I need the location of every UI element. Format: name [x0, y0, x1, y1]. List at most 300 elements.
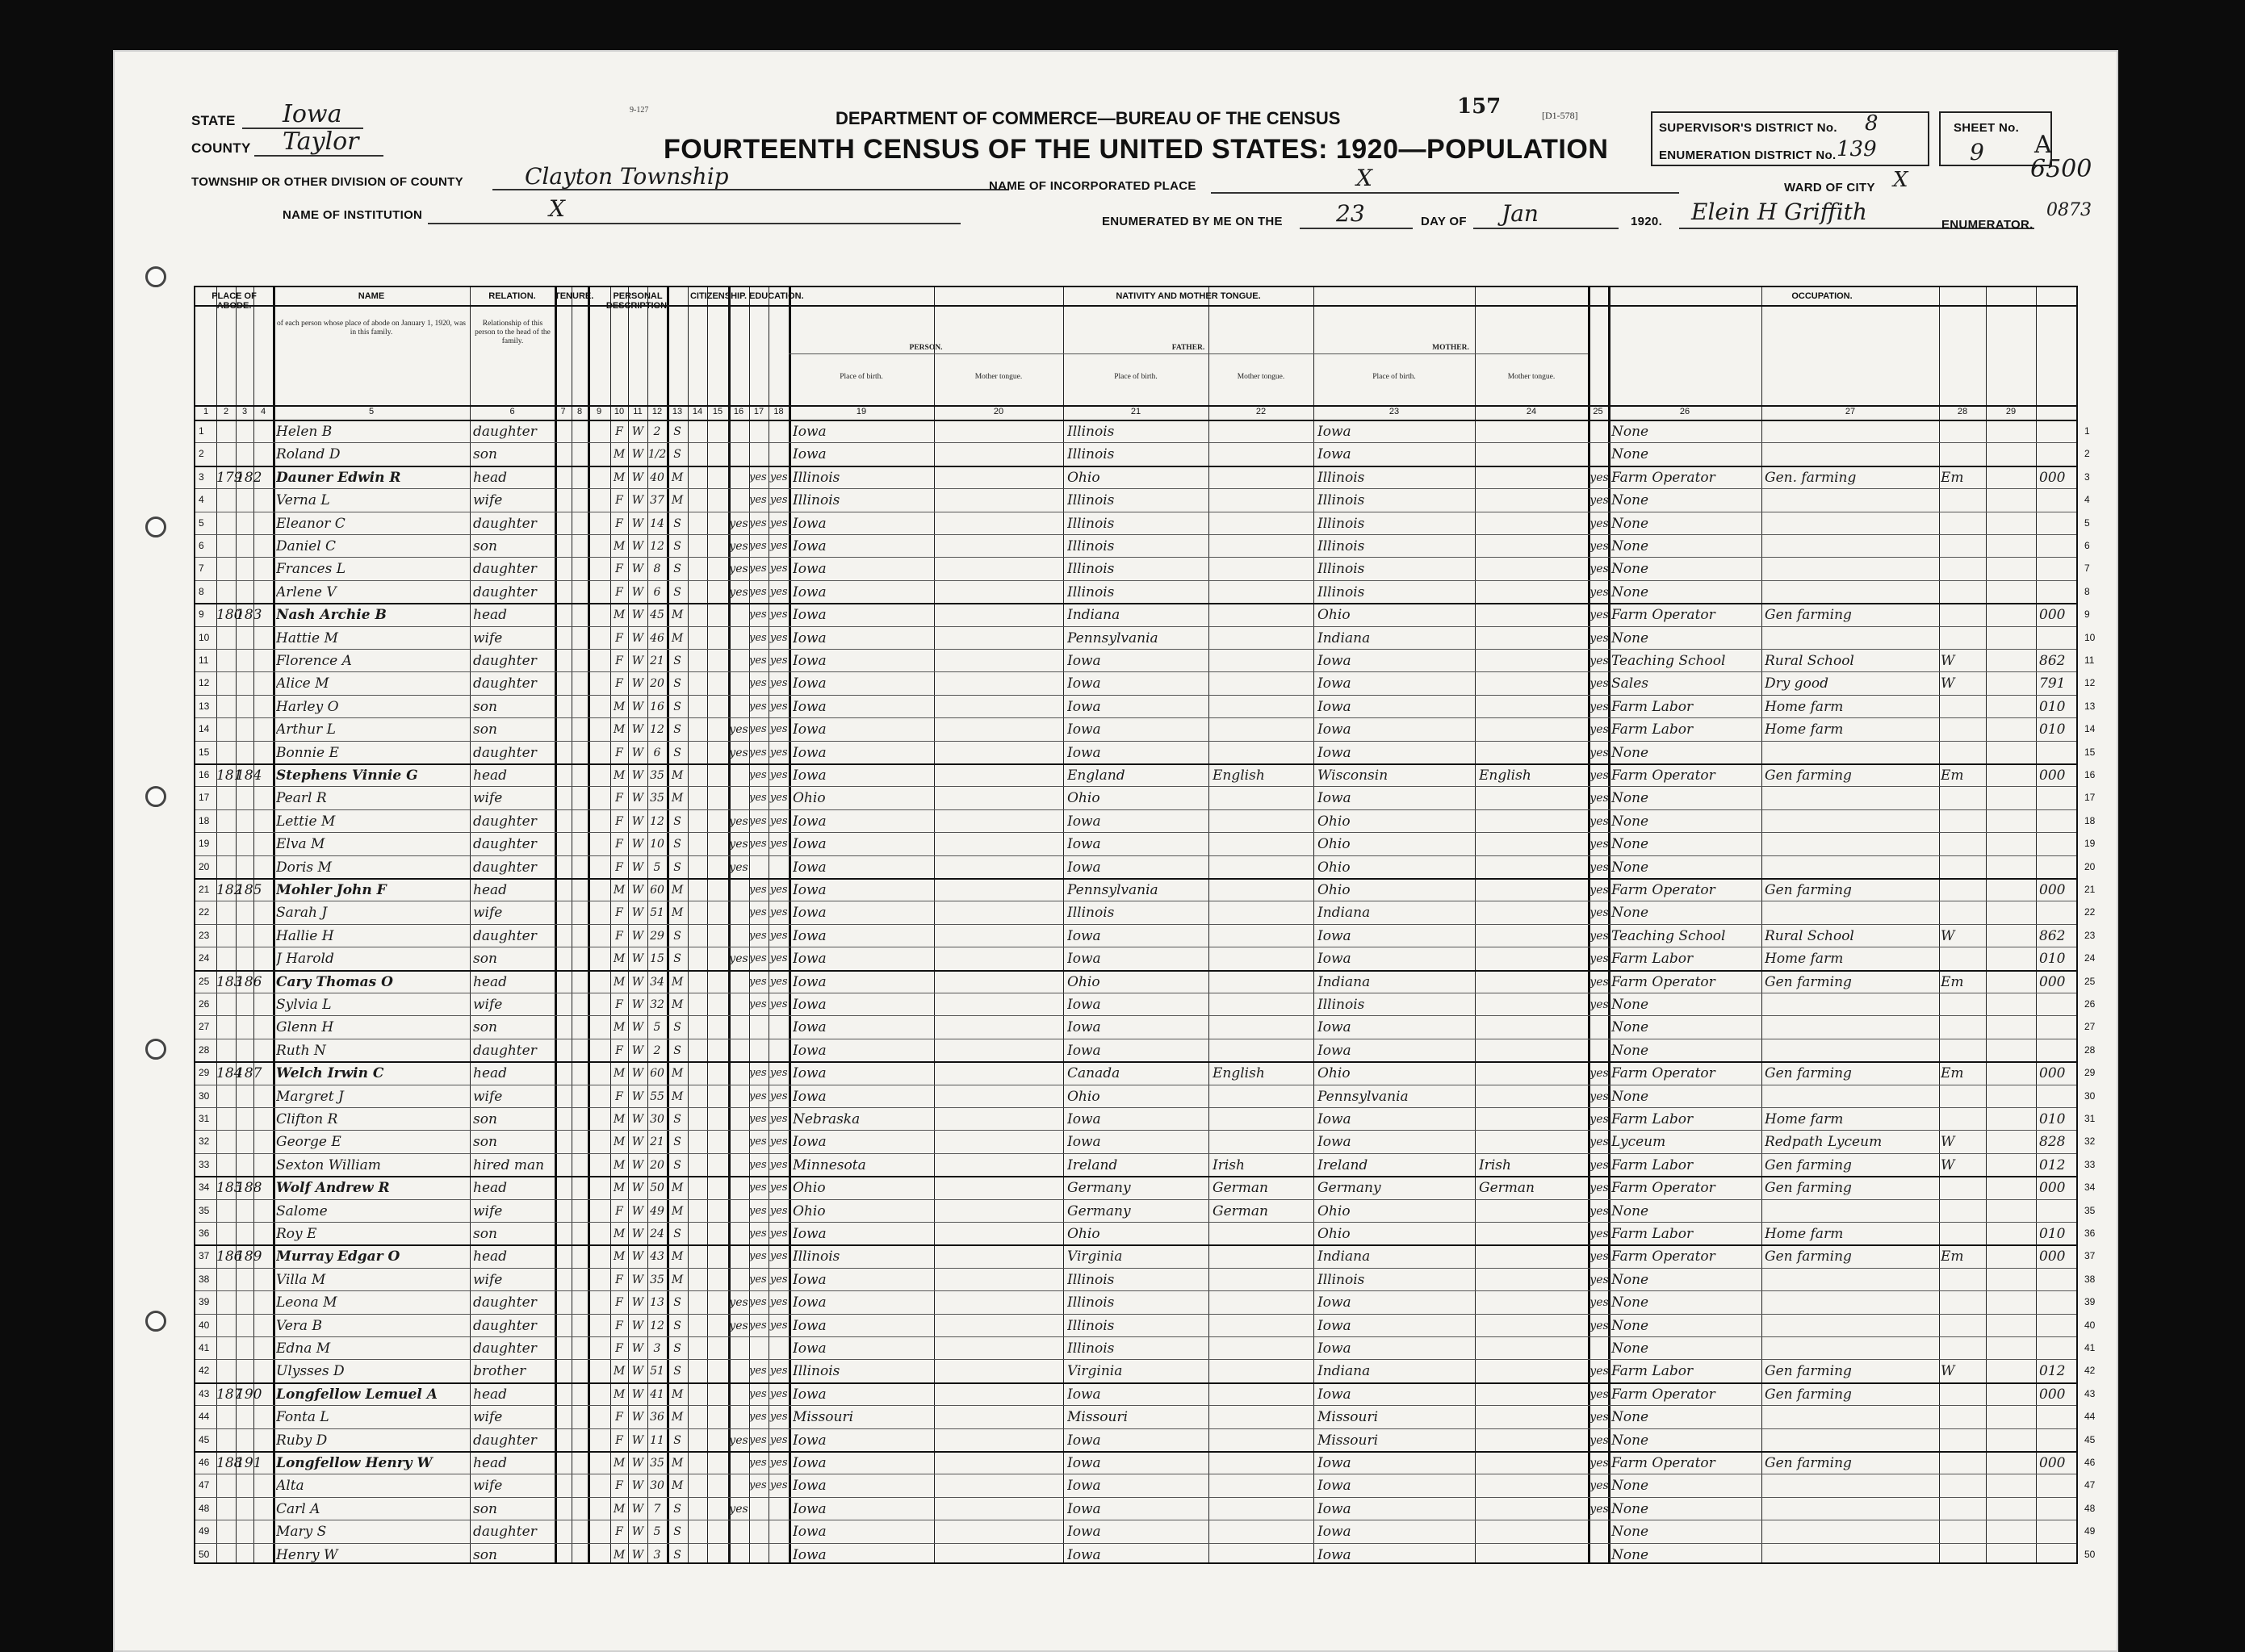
- column-header: Mother tongue.: [1237, 373, 1285, 381]
- enumerated-label: ENUMERATED BY ME ON THE: [1102, 215, 1283, 228]
- person-name: Alta: [276, 1478, 304, 1495]
- father-tongue: German: [1213, 1202, 1268, 1219]
- occupation: Farm Labor: [1611, 951, 1694, 968]
- column-number: 18: [773, 407, 784, 416]
- mother-birthplace: Ohio: [1317, 607, 1351, 624]
- row-number: 48: [199, 1502, 210, 1514]
- column-number: 11: [633, 407, 643, 416]
- age: 30: [650, 1479, 664, 1493]
- speaks-english: yes: [1590, 1457, 1609, 1470]
- marital-status: S: [673, 1043, 681, 1057]
- mother-birthplace: Ohio: [1317, 1202, 1351, 1219]
- race: W: [631, 1319, 644, 1332]
- row-number: 41: [199, 1342, 210, 1353]
- father-birthplace: Illinois: [1067, 905, 1115, 922]
- family-number: 191: [236, 1455, 262, 1471]
- father-birthplace: Iowa: [1067, 1455, 1101, 1471]
- sex: M: [613, 884, 626, 897]
- relation: daughter: [473, 1524, 537, 1541]
- birthplace: Iowa: [793, 951, 827, 968]
- father-birthplace: Ohio: [1067, 469, 1100, 486]
- attended-school: yes: [729, 1319, 748, 1332]
- occupation-code: 000: [2039, 1386, 2066, 1403]
- column-header: of each person whose place of abode on January 1, 1920, was in this family.: [277, 320, 466, 337]
- enumeration-label: ENUMERATION DISTRICT No.: [1659, 148, 1837, 162]
- row-number: 13: [2084, 700, 2096, 712]
- row-number: 22: [199, 906, 210, 918]
- row-number: 22: [2084, 906, 2096, 918]
- column-header: Mother tongue.: [974, 373, 1023, 381]
- sex: M: [613, 1181, 626, 1195]
- mother-birthplace: Wisconsin: [1317, 767, 1388, 784]
- mother-birthplace: Ohio: [1317, 813, 1351, 830]
- row-number: 46: [2084, 1457, 2096, 1468]
- row-number: 2: [199, 448, 204, 460]
- relation: wife: [473, 1478, 503, 1495]
- race: W: [631, 425, 644, 438]
- father-tongue: Irish: [1213, 1156, 1245, 1173]
- row-number: 17: [199, 792, 210, 804]
- father-birthplace: Ohio: [1067, 973, 1100, 990]
- speaks-english: yes: [1590, 517, 1609, 530]
- marital-status: M: [671, 1273, 684, 1286]
- birthplace: Iowa: [793, 1226, 827, 1242]
- column-group-heading: NATIVITY AND MOTHER TONGUE.: [1116, 291, 1261, 301]
- age: 6: [653, 585, 661, 599]
- mother-birthplace: Iowa: [1317, 1317, 1351, 1334]
- occupation: None: [1611, 1524, 1649, 1541]
- marital-status: S: [673, 1342, 681, 1355]
- person-name: Ulysses D: [276, 1363, 345, 1380]
- age: 49: [650, 1204, 664, 1218]
- row-number: 3: [2084, 471, 2090, 483]
- race: W: [631, 1502, 644, 1516]
- column-number: 14: [692, 407, 703, 416]
- relation: son: [473, 1134, 497, 1151]
- occupation: None: [1611, 583, 1649, 600]
- person-name: Hallie H: [276, 927, 334, 944]
- read-write: yes yes: [749, 585, 788, 598]
- father-birthplace: Illinois: [1067, 1317, 1115, 1334]
- read-write: yes yes: [749, 929, 788, 942]
- mother-birthplace: Iowa: [1317, 1042, 1351, 1059]
- sex: M: [613, 1158, 626, 1172]
- race: W: [631, 1433, 644, 1447]
- father-birthplace: Ireland: [1067, 1156, 1118, 1173]
- person-name: Roy E: [276, 1226, 317, 1242]
- occupation: None: [1611, 1271, 1649, 1288]
- form-number: 9-127: [630, 106, 649, 115]
- mother-birthplace: Iowa: [1317, 1524, 1351, 1541]
- speaks-english: yes: [1590, 1296, 1609, 1310]
- row-number: 10: [199, 631, 210, 643]
- occupation: Farm Operator: [1611, 1386, 1715, 1403]
- sex: M: [613, 1067, 626, 1081]
- speaks-english: yes: [1590, 1502, 1609, 1516]
- column-header: Place of birth.: [1114, 373, 1158, 381]
- birthplace: Illinois: [793, 469, 840, 486]
- age: 3: [653, 1548, 661, 1562]
- mother-birthplace: Iowa: [1317, 951, 1351, 968]
- column-number: 20: [993, 407, 1004, 416]
- person-name: Dauner Edwin R: [276, 469, 401, 486]
- speaks-english: yes: [1590, 929, 1609, 943]
- person-name: Alice M: [276, 675, 329, 692]
- column-number: 4: [260, 407, 266, 416]
- person-name: Sarah J: [276, 905, 328, 922]
- read-write: yes yes: [749, 792, 788, 805]
- relation: wife: [473, 1202, 503, 1219]
- mother-birthplace: Iowa: [1317, 698, 1351, 715]
- father-birthplace: Virginia: [1067, 1248, 1123, 1265]
- read-write: yes yes: [749, 975, 788, 988]
- father-birthplace: Ohio: [1067, 790, 1100, 807]
- state-value: Iowa: [283, 100, 342, 128]
- occupation: Farm Operator: [1611, 767, 1715, 784]
- row-number: 35: [2084, 1204, 2096, 1216]
- birthplace: Illinois: [793, 1363, 840, 1380]
- age: 3: [653, 1342, 661, 1355]
- row-number: 38: [199, 1273, 210, 1285]
- person-name: Mohler John F: [276, 882, 387, 898]
- mother-birthplace: Iowa: [1317, 1019, 1351, 1036]
- read-write: yes yes: [749, 1204, 788, 1217]
- person-name: Welch Irwin C: [276, 1065, 384, 1082]
- row-number: 47: [199, 1479, 210, 1491]
- industry: Gen farming: [1765, 1363, 1852, 1380]
- birthplace: Iowa: [793, 721, 827, 738]
- header-rule: [195, 420, 2076, 421]
- relation: head: [473, 1386, 508, 1403]
- birthplace: Iowa: [793, 836, 827, 853]
- row-number: 15: [2084, 746, 2096, 758]
- row-number: 31: [2084, 1113, 2096, 1124]
- row-number: 10: [2084, 631, 2096, 643]
- birthplace: Iowa: [793, 767, 827, 784]
- speaks-english: yes: [1590, 838, 1609, 851]
- occupation: None: [1611, 492, 1649, 509]
- row-number: 48: [2084, 1502, 2096, 1514]
- row-number: 11: [2084, 655, 2095, 666]
- dwelling-number: 187: [216, 1386, 243, 1403]
- mother-tongue: German: [1479, 1180, 1535, 1197]
- person-name: Bonnie E: [276, 744, 339, 761]
- occupation-code: 000: [2039, 882, 2066, 898]
- read-write: yes yes: [749, 1113, 788, 1125]
- sex: M: [613, 952, 626, 966]
- birthplace: Minnesota: [793, 1156, 866, 1173]
- row-number: 30: [199, 1089, 210, 1102]
- row-number: 39: [199, 1296, 210, 1308]
- row-number: 41: [2084, 1342, 2096, 1353]
- speaks-english: yes: [1590, 1113, 1609, 1126]
- industry: Rural School: [1765, 927, 1854, 944]
- race: W: [631, 1548, 644, 1562]
- mother-birthplace: Illinois: [1317, 997, 1365, 1013]
- sex: M: [613, 975, 626, 989]
- relation: wife: [473, 905, 503, 922]
- occupation-code: 000: [2039, 1180, 2066, 1197]
- race: W: [631, 1067, 644, 1081]
- person-name: Hattie M: [276, 629, 338, 646]
- row-number: 28: [2084, 1043, 2096, 1056]
- read-write: yes yes: [749, 517, 788, 529]
- speaks-english: yes: [1590, 471, 1609, 484]
- race: W: [631, 700, 644, 713]
- column-group-heading: TENURE.: [555, 291, 594, 301]
- attended-school: yes: [729, 1296, 748, 1310]
- birthplace: Iowa: [793, 607, 827, 624]
- occupation-code: 012: [2039, 1156, 2066, 1173]
- sex: M: [613, 700, 626, 713]
- relation: daughter: [473, 424, 537, 440]
- speaks-english: yes: [1590, 769, 1609, 782]
- row-number: 39: [2084, 1296, 2096, 1308]
- age: 2: [653, 425, 661, 438]
- mother-birthplace: Iowa: [1317, 721, 1351, 738]
- person-name: Wolf Andrew R: [276, 1180, 390, 1197]
- father-tongue: English: [1213, 767, 1265, 784]
- institution-label: NAME OF INSTITUTION: [283, 208, 423, 222]
- sex: F: [615, 1433, 623, 1447]
- race: W: [631, 769, 644, 782]
- person-name: Doris M: [276, 859, 332, 876]
- person-name: Vera B: [276, 1317, 322, 1334]
- row-number: 29: [199, 1067, 210, 1079]
- age: 1/2: [647, 448, 667, 462]
- read-write: yes yes: [749, 1181, 788, 1194]
- incorporated-value: X: [1356, 165, 1372, 191]
- speaks-english: yes: [1590, 1204, 1609, 1218]
- sex: F: [615, 517, 623, 530]
- birthplace: Iowa: [793, 1500, 827, 1517]
- mother-birthplace: Iowa: [1317, 1386, 1351, 1403]
- birthplace: Iowa: [793, 675, 827, 692]
- person-name: Sylvia L: [276, 997, 332, 1013]
- relation: daughter: [473, 813, 537, 830]
- enumerator-name: Elein H Griffith: [1691, 199, 1867, 225]
- race: W: [631, 1227, 644, 1240]
- sex: F: [615, 1204, 623, 1218]
- read-write: yes yes: [749, 1250, 788, 1263]
- birthplace: Iowa: [793, 446, 827, 463]
- birthplace: Iowa: [793, 1317, 827, 1334]
- birthplace: Iowa: [793, 1340, 827, 1357]
- person-name: Longfellow Lemuel A: [276, 1386, 438, 1403]
- birthplace: Iowa: [793, 813, 827, 830]
- industry: Home farm: [1765, 951, 1844, 968]
- relation: son: [473, 1111, 497, 1127]
- relation: son: [473, 1500, 497, 1517]
- sex: M: [613, 1113, 626, 1126]
- mother-birthplace: Illinois: [1317, 561, 1365, 578]
- column-rule: [934, 287, 935, 1562]
- race: W: [631, 906, 644, 920]
- age: 50: [650, 1181, 664, 1195]
- person-name: Harley O: [276, 698, 339, 715]
- relation: wife: [473, 790, 503, 807]
- speaks-english: yes: [1590, 1135, 1609, 1149]
- birthplace: Iowa: [793, 515, 827, 532]
- column-number: 24: [1526, 407, 1537, 416]
- mother-birthplace: Iowa: [1317, 675, 1351, 692]
- read-write: yes yes: [749, 1089, 788, 1102]
- speaks-english: yes: [1590, 1181, 1609, 1195]
- incorporated-label: NAME OF INCORPORATED PLACE: [989, 179, 1196, 193]
- birthplace: Ohio: [793, 1202, 826, 1219]
- race: W: [631, 448, 644, 462]
- relation: wife: [473, 997, 503, 1013]
- relation: daughter: [473, 675, 537, 692]
- person-name: Arthur L: [276, 721, 336, 738]
- sex: M: [613, 769, 626, 782]
- year-label: 1920.: [1631, 215, 1663, 228]
- row-number: 25: [2084, 975, 2096, 987]
- occupation: None: [1611, 424, 1649, 440]
- father-birthplace: Iowa: [1067, 927, 1101, 944]
- class-of-worker: W: [1941, 1134, 1955, 1151]
- race: W: [631, 1113, 644, 1126]
- occupation: Farm Operator: [1611, 1065, 1715, 1082]
- occupation: None: [1611, 905, 1649, 922]
- read-write: yes yes: [749, 814, 788, 827]
- sex: M: [613, 1135, 626, 1149]
- race: W: [631, 1181, 644, 1195]
- read-write: yes yes: [749, 1296, 788, 1309]
- birthplace: Iowa: [793, 1524, 827, 1541]
- column-number: 27: [1845, 407, 1856, 416]
- occupation-code: 862: [2039, 653, 2066, 669]
- marital-status: M: [671, 471, 684, 484]
- age: 20: [650, 1158, 664, 1172]
- mother-birthplace: Ohio: [1317, 882, 1351, 898]
- age: 40: [650, 471, 664, 484]
- marital-status: S: [673, 517, 681, 530]
- column-header: Place of birth.: [840, 373, 883, 381]
- father-birthplace: Illinois: [1067, 446, 1115, 463]
- row-number: 34: [199, 1181, 210, 1194]
- row-number: 37: [2084, 1250, 2096, 1262]
- relation: son: [473, 1019, 497, 1036]
- read-write: yes yes: [749, 952, 788, 965]
- father-birthplace: Ohio: [1067, 1088, 1100, 1105]
- person-name: Elva M: [276, 836, 325, 853]
- row-number: 1: [2084, 425, 2090, 437]
- column-header: FATHER.: [1171, 344, 1205, 352]
- relation: son: [473, 1226, 497, 1242]
- relation: daughter: [473, 836, 537, 853]
- read-write: yes yes: [749, 884, 788, 896]
- age: 24: [650, 1227, 664, 1240]
- race: W: [631, 814, 644, 828]
- supervisor-label: SUPERVISOR'S DISTRICT No.: [1659, 121, 1837, 135]
- person-name: Longfellow Henry W: [276, 1455, 433, 1471]
- marital-status: M: [671, 1387, 684, 1401]
- age: 35: [650, 1457, 664, 1470]
- mother-birthplace: Iowa: [1317, 1340, 1351, 1357]
- row-number: 50: [199, 1548, 210, 1560]
- birthplace: Iowa: [793, 1088, 827, 1105]
- sex: F: [615, 838, 623, 851]
- speaks-english: yes: [1590, 677, 1609, 691]
- sex: M: [613, 609, 626, 622]
- occupation: None: [1611, 813, 1649, 830]
- column-rule: [470, 287, 471, 1562]
- read-write: yes yes: [749, 1433, 788, 1446]
- row-number: 27: [199, 1021, 210, 1033]
- father-birthplace: Iowa: [1067, 1524, 1101, 1541]
- read-write: yes yes: [749, 1457, 788, 1469]
- row-number: 16: [199, 769, 210, 780]
- birthplace: Iowa: [793, 1019, 827, 1036]
- read-write: yes yes: [749, 998, 788, 1010]
- family-number: 182: [236, 469, 262, 486]
- birthplace: Iowa: [793, 1134, 827, 1151]
- age: 16: [650, 700, 664, 713]
- marital-status: S: [673, 723, 681, 737]
- relation: head: [473, 469, 508, 486]
- day-of-label: DAY OF: [1421, 215, 1467, 228]
- birthplace: Iowa: [793, 561, 827, 578]
- row-number: 38: [2084, 1273, 2096, 1285]
- age: 30: [650, 1113, 664, 1126]
- birthplace: Nebraska: [793, 1111, 861, 1127]
- mother-birthplace: Pennsylvania: [1317, 1088, 1409, 1105]
- birthplace: Iowa: [793, 1386, 827, 1403]
- speaks-english: yes: [1590, 1067, 1609, 1081]
- occupation-code: 000: [2039, 1065, 2066, 1082]
- read-write: yes yes: [749, 746, 788, 759]
- age: 51: [650, 906, 664, 920]
- marital-status: M: [671, 1204, 684, 1218]
- person-name: Henry W: [276, 1546, 338, 1563]
- dwelling-number: 182: [216, 882, 243, 898]
- relation: hired man: [473, 1156, 545, 1173]
- row-number: 45: [199, 1433, 210, 1445]
- column-rule: [728, 287, 731, 1562]
- sex: F: [615, 1342, 623, 1355]
- age: 35: [650, 769, 664, 782]
- row-number: 15: [199, 746, 210, 758]
- race: W: [631, 1089, 644, 1103]
- sex: M: [613, 1227, 626, 1240]
- attended-school: yes: [729, 723, 748, 737]
- marital-status: S: [673, 425, 681, 438]
- birthplace: Iowa: [793, 1042, 827, 1059]
- person-name: Cary Thomas O: [276, 973, 393, 990]
- age: 12: [650, 540, 664, 553]
- father-birthplace: Illinois: [1067, 1340, 1115, 1357]
- speaks-english: yes: [1590, 1158, 1609, 1172]
- marital-status: M: [671, 792, 684, 805]
- sex: F: [615, 1089, 623, 1103]
- sex: F: [615, 563, 623, 576]
- birthplace: Iowa: [793, 1271, 827, 1288]
- industry: Home farm: [1765, 1226, 1844, 1242]
- marital-status: M: [671, 1250, 684, 1264]
- father-birthplace: Iowa: [1067, 721, 1101, 738]
- class-of-worker: Em: [1941, 1065, 1964, 1082]
- column-number: 13: [672, 407, 683, 416]
- row-number: 26: [2084, 998, 2096, 1010]
- speaks-english: yes: [1590, 609, 1609, 622]
- occupation: None: [1611, 1202, 1649, 1219]
- age: 5: [653, 860, 661, 874]
- county-label: COUNTY: [191, 140, 251, 156]
- sex: F: [615, 1411, 623, 1424]
- race: W: [631, 1457, 644, 1470]
- marital-status: M: [671, 998, 684, 1011]
